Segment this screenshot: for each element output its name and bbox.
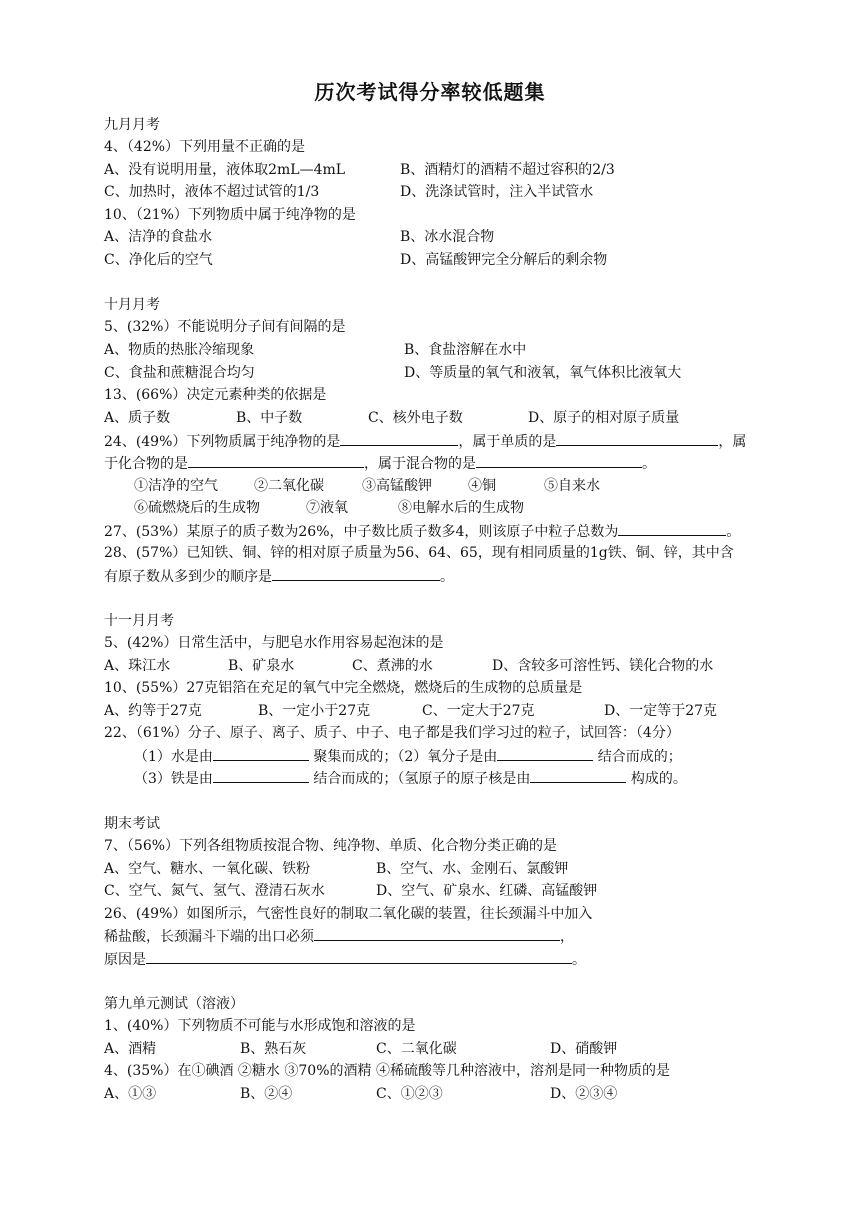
option-row (104, 1039, 744, 1059)
question-text: （1）水是由 (134, 749, 213, 765)
question-text: 。 (726, 524, 741, 540)
option-c: C、一定大于27克 (422, 703, 535, 719)
question-line: 28、(57%）已知铁、铜、锌的相对原子质量为56、64、65，现有相同质量的1g铁、铜、锌，其中含 (104, 545, 734, 561)
question-text: 稀盐酸，长颈漏斗下端的出口必须 (104, 929, 314, 945)
question-stem: 5、(32%）不能说明分子间有间隔的是 (104, 319, 346, 335)
option-b: B、熟石灰 (240, 1041, 307, 1057)
option-row (104, 363, 744, 383)
option-d: D、一定等于27克 (604, 703, 718, 719)
option-a: A、物质的热胀冷缩现象 (104, 342, 255, 358)
question-line (134, 746, 682, 767)
option-d: D、洗涤试管时，注入半试管水 (400, 184, 594, 200)
question-line (104, 521, 740, 542)
question-text: ，属于混合物的是 (364, 456, 476, 472)
question-line (104, 949, 586, 970)
option-row (104, 227, 704, 247)
option-b: B、中子数 (236, 410, 303, 426)
question-text: 于化合物的是 (104, 456, 188, 472)
option-a: A、洁净的食盐水 (104, 229, 213, 245)
question-stem: 13、(66%）决定元素种类的依据是 (104, 387, 327, 403)
option-row (104, 182, 704, 202)
answer-blank[interactable] (213, 768, 309, 783)
question-text: ，属 (718, 434, 747, 450)
question-line (104, 453, 656, 474)
document-title: 历次考试得分率较低题集 (314, 80, 546, 104)
option-a: A、约等于27克 (104, 703, 202, 719)
question-text: 24、(49%）下列物质属于纯净物的是 (104, 434, 341, 450)
option-a: A、酒精 (104, 1041, 157, 1057)
question-text: 结合而成的； (597, 749, 682, 765)
answer-blank[interactable] (146, 949, 572, 964)
option-b: B、空气、水、金刚石、氯酸钾 (376, 861, 569, 877)
option-d: D、原子的相对原子质量 (528, 410, 680, 426)
answer-blank[interactable] (272, 566, 440, 581)
option-d: D、空气、矿泉水、红磷、高锰酸钾 (376, 883, 598, 899)
answer-blank[interactable] (340, 431, 458, 446)
option-b: B、矿泉水 (228, 658, 295, 674)
question-stem: 5、(42%）日常生活中，与肥皂水作用容易起泡沫的是 (104, 635, 444, 651)
question-text: 构成的。 (630, 771, 687, 787)
choice-item: ⑦液氧 (306, 500, 348, 516)
question-stem: 22、（61%）分子、原子、离子、质子、中子、电子都是我们学习过的粒子，试回答：（4分） (104, 725, 680, 741)
option-a: A、质子数 (104, 410, 171, 426)
section-heading-sep: 九月月考 (104, 117, 160, 133)
question-line: 26、(49%）如图所示，气密性良好的制取二氧化碳的装置，往长颈漏斗中加入 (104, 906, 593, 922)
question-stem: 4、(35%）在①碘酒 ②糖水 ③70%的酒精 ④稀硫酸等几种溶液中，溶剂是同一种物质的是 (104, 1063, 670, 1079)
option-d: D、等质量的氧气和液氧，氧气体积比液氧大 (404, 365, 682, 381)
option-d: D、含较多可溶性钙、镁化合物的水 (492, 658, 714, 674)
question-line (104, 926, 574, 947)
question-text: 原因是 (104, 952, 146, 968)
choice-row (134, 498, 634, 518)
option-row (104, 881, 744, 901)
option-a: A、珠江水 (104, 658, 171, 674)
choice-item: ③高锰酸钾 (362, 478, 432, 494)
answer-blank[interactable] (314, 926, 560, 941)
answer-blank[interactable] (476, 453, 642, 468)
question-text: ，属于单质的是 (458, 434, 557, 450)
question-text: （3）铁是由 (134, 771, 213, 787)
choice-item: ⑥硫燃烧后的生成物 (134, 500, 260, 516)
option-row (104, 859, 744, 879)
question-text: 27、(53%）某原子的质子数为26%，中子数比质子数多4，则该原子中粒子总数为 (104, 524, 619, 540)
question-text: 有原子数从多到少的顺序是 (104, 569, 272, 585)
question-line (104, 431, 746, 452)
question-stem: 7、（56%）下列各组物质按混合物、纯净物、单质、化合物分类正确的是 (104, 838, 558, 854)
choice-row (134, 476, 634, 496)
section-heading-unit9: 第九单元测试（溶液） (104, 996, 244, 1012)
question-text: 。 (642, 456, 656, 472)
question-text: 。 (440, 569, 454, 585)
option-b: B、酒精灯的酒精不超过容积的2/3 (400, 162, 615, 178)
option-row (104, 1084, 744, 1104)
choice-item: ②二氧化碳 (254, 478, 324, 494)
option-b: B、②④ (240, 1086, 293, 1102)
option-c: C、二氧化碳 (376, 1041, 457, 1057)
choice-item: ④铜 (468, 478, 496, 494)
option-c: C、加热时，液体不超过试管的1/3 (104, 184, 320, 200)
choice-item: ⑤自来水 (544, 478, 600, 494)
option-row (104, 160, 704, 180)
question-text: 。 (572, 952, 586, 968)
option-c: C、核外电子数 (368, 410, 463, 426)
option-row (104, 656, 744, 676)
question-text: 聚集而成的；（2）氧分子是由 (313, 749, 498, 765)
option-row (104, 250, 704, 270)
option-d: D、硝酸钾 (550, 1041, 618, 1057)
answer-blank[interactable] (618, 521, 726, 536)
question-stem: 1、(40%）下列物质不可能与水形成饱和溶液的是 (104, 1018, 416, 1034)
option-d: D、高锰酸钾完全分解后的剩余物 (400, 252, 608, 268)
option-row (104, 408, 744, 428)
option-c: C、净化后的空气 (104, 252, 213, 268)
option-a: A、①③ (104, 1086, 157, 1102)
option-d: D、②③④ (550, 1086, 618, 1102)
section-heading-nov: 十一月月考 (104, 613, 174, 629)
question-line (134, 768, 687, 789)
option-b: B、食盐溶解在水中 (404, 342, 527, 358)
answer-blank[interactable] (556, 431, 718, 446)
answer-blank[interactable] (530, 768, 626, 783)
answer-blank[interactable] (497, 746, 593, 761)
question-stem: 10、(55%）27克铝箔在充足的氧气中完全燃烧，燃烧后的生成物的总质量是 (104, 680, 583, 696)
option-row (104, 701, 744, 721)
section-heading-oct: 十月月考 (104, 297, 160, 313)
question-line (104, 566, 454, 587)
answer-blank[interactable] (213, 746, 309, 761)
choice-item: ⑧电解水后的生成物 (398, 500, 524, 516)
question-stem: 4、（42%）下列用量不正确的是 (104, 139, 306, 155)
question-stem: 10、（21%）下列物质中属于纯净物的是 (104, 207, 356, 223)
option-a: A、空气、糖水、一氧化碳、铁粉 (104, 861, 311, 877)
section-heading-final: 期末考试 (104, 816, 160, 832)
option-row (104, 340, 744, 360)
option-c: C、①②③ (376, 1086, 443, 1102)
option-a: A、没有说明用量，液体取2mL—4mL (104, 162, 346, 178)
answer-blank[interactable] (188, 453, 364, 468)
choice-item: ①洁净的空气 (134, 478, 218, 494)
question-text: 结合而成的；（氢原子的原子核是由 (313, 771, 531, 787)
question-text: ， (560, 929, 574, 945)
option-c: C、空气、氮气、氢气、澄清石灰水 (104, 883, 325, 899)
option-b: B、一定小于27克 (258, 703, 371, 719)
option-c: C、食盐和蔗糖混合均匀 (104, 365, 255, 381)
option-c: C、煮沸的水 (352, 658, 433, 674)
option-b: B、冰水混合物 (400, 229, 495, 245)
